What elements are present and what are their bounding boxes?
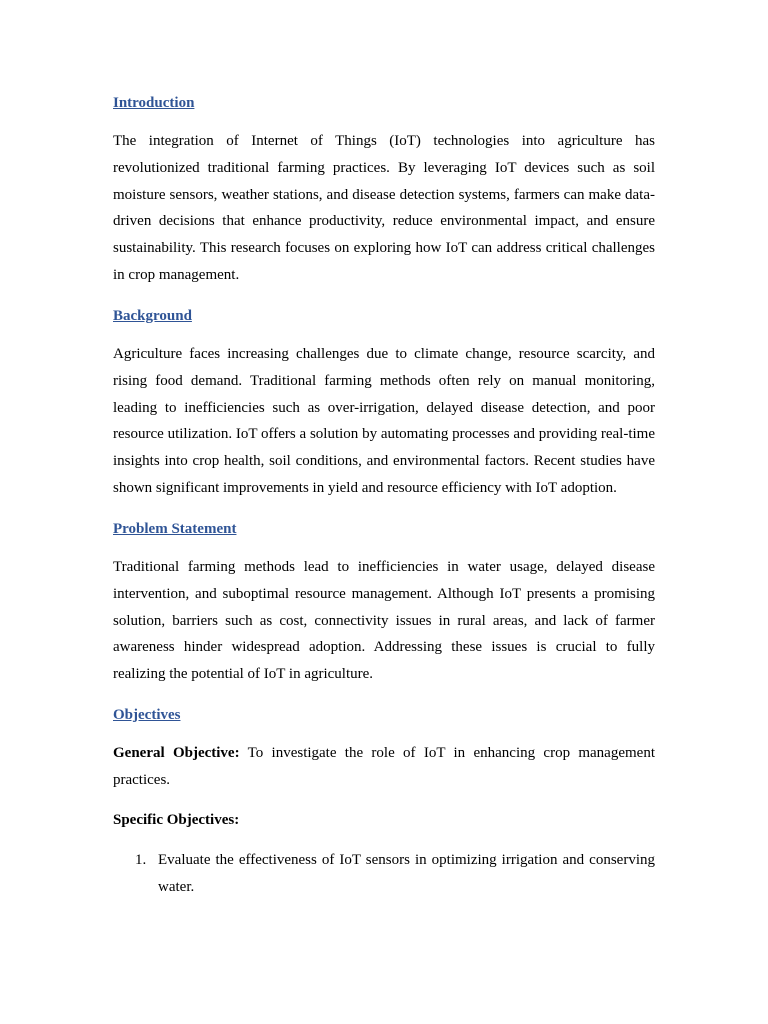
list-item-text: Evaluate the effectiveness of IoT sensors in optimizing irrigation and conserving water. (158, 852, 655, 895)
background-paragraph: Agriculture faces increasing challenges due to climate change, resource scarcity, and rising food demand. Traditional farming methods often rely on manual monitoring, leading to inefficiencies such as over-irrigation, delayed disease detection, and poor resource utilization. IoT offers a solution by automating processes and providing real-time insights into crop health, soil conditions, and environmental factors. Recent studies have shown significant improvements in yield and resource efficiency with IoT adoption. (113, 346, 655, 496)
list-item-number: 1. (135, 852, 147, 868)
general-objective-label: General Objective: (113, 745, 240, 761)
problem-statement-heading: Problem Statement (113, 521, 237, 537)
objectives-heading: Objectives (113, 707, 181, 723)
general-objective-paragraph (113, 740, 655, 794)
specific-objectives-paragraph (113, 807, 655, 834)
general-objective-text: To investigate the role of IoT in enhancing crop management practices. (113, 745, 655, 788)
introduction-paragraph: The integration of Internet of Things (IoT) technologies into agriculture has revolutionized traditional farming practices. By leveraging IoT devices such as soil moisture sensors, weather stations, and disease detection systems, farmers can make data-driven decisions that enhance productivity, reduce environmental impact, and ensure sustainability. This research focuses on exploring how IoT can address critical challenges in crop management. (113, 133, 655, 283)
problem-statement-paragraph: Traditional farming methods lead to inefficiencies in water usage, delayed disease intervention, and suboptimal resource management. Although IoT presents a promising solution, barriers such as cost, connectivity issues in rural areas, and lack of farmer awareness hinder widespread adoption. Addressing these issues is crucial to fully realizing the potential of IoT in agriculture. (113, 559, 655, 683)
introduction-heading: Introduction (113, 95, 195, 111)
specific-objectives-label: Specific Objectives: (113, 812, 240, 828)
background-heading: Background (113, 308, 192, 324)
